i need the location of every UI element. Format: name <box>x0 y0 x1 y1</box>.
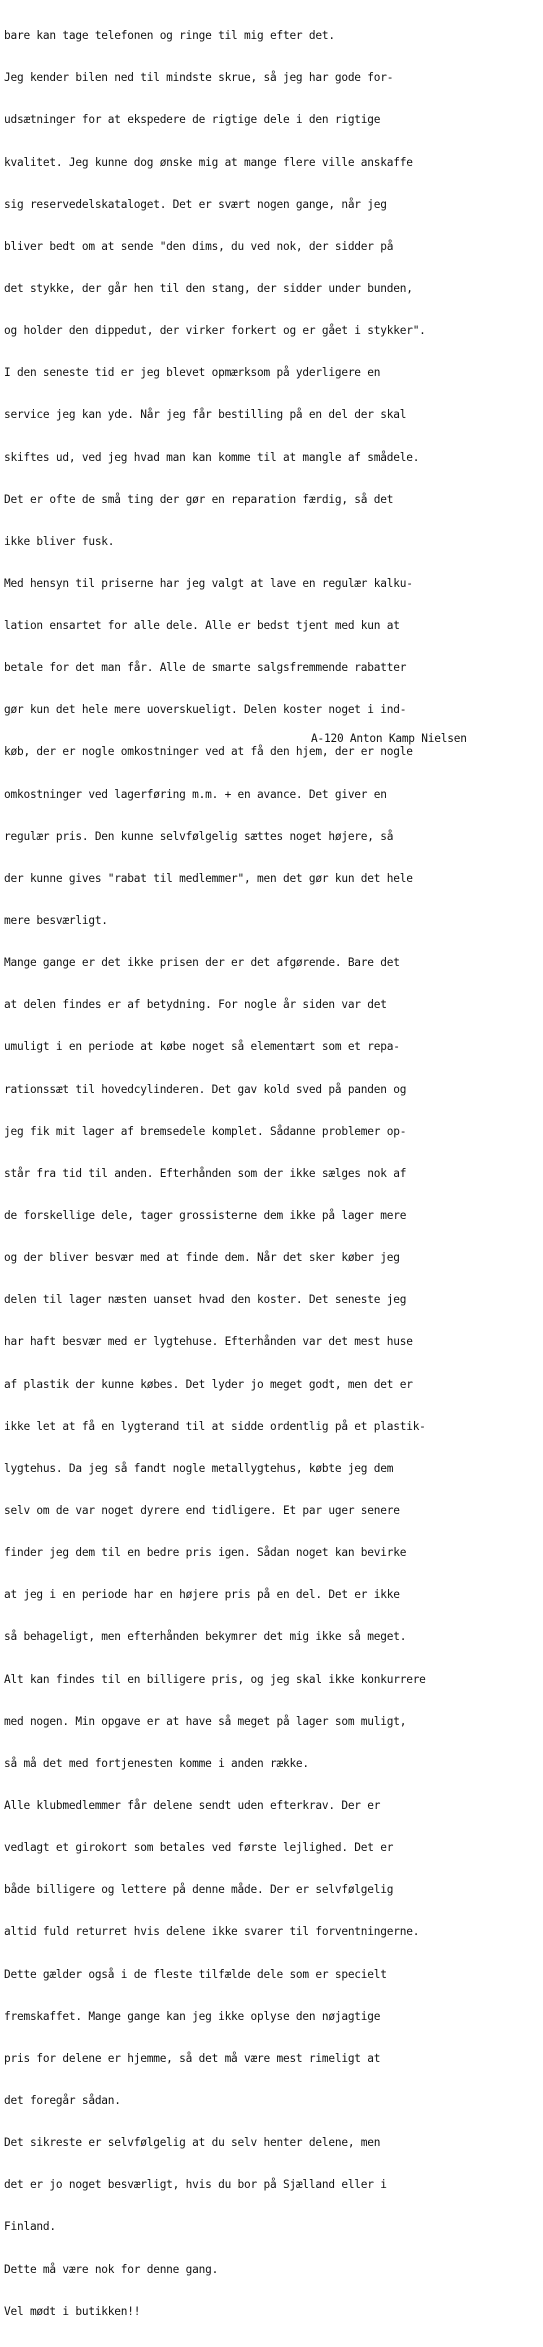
text-line: vedlagt et girokort som betales ved første lejlighed. Det er <box>4 1841 394 1855</box>
text-line: Jeg kender bilen ned til mindste skrue, så jeg har gode for- <box>4 71 394 85</box>
text-line: de forskellige dele, tager grossisterne dem ikke på lager mere <box>4 1209 407 1223</box>
text-line: det stykke, der går hen til den stang, der sidder under bunden, <box>4 281 413 295</box>
text-line: mere besværligt. <box>4 914 108 928</box>
text-line: ikke bliver fusk. <box>4 534 115 548</box>
text-line: lygtehus. Da jeg så fandt nogle metallygtehus, købte jeg dem <box>4 1461 394 1475</box>
text-line: Mange gange er det ikke prisen der er det afgørende. Bare det <box>4 956 400 970</box>
text-line: der kunne gives "rabat til medlemmer", men det gør kun det hele <box>4 871 413 885</box>
text-line: Dette må være nok for denne gang. <box>4 2262 219 2276</box>
text-line: bliver bedt om at sende "den dims, du ved nok, der sidder på <box>4 239 394 253</box>
text-line: Finland. <box>4 2220 56 2234</box>
text-line: gør kun det hele mere uoverskueligt. Delen koster noget i ind- <box>4 703 407 717</box>
text-line: sig reservedelskataloget. Det er svært nogen gange, når jeg <box>4 197 387 211</box>
text-line: omkostninger ved lagerføring m.m. + en avance. Det giver en <box>4 787 387 801</box>
text-line: rationssæt til hovedcylinderen. Det gav kold sved på panden og <box>4 1082 407 1096</box>
text-line: ikke let at få en lygterand til at sidde ordentlig på et plastik- <box>4 1419 426 1433</box>
text-line: køb, der er nogle omkostninger ved at få den hjem, der er nogle <box>4 745 413 759</box>
text-line: fremskaffet. Mange gange kan jeg ikke oplyse den nøjagtige <box>4 2009 381 2023</box>
text-line: og holder den dippedut, der virker forkert og er gået i stykker". <box>4 324 426 338</box>
text-line: service jeg kan yde. Når jeg får bestilling på en del der skal <box>4 408 407 422</box>
text-line: Med hensyn til priserne har jeg valgt at lave en regulær kalku- <box>4 576 413 590</box>
text-line: jeg fik mit lager af bremsedele komplet. Sådanne problemer op- <box>4 1124 407 1138</box>
text-line: så må det med fortjenesten komme i anden række. <box>4 1756 309 1770</box>
text-line: at delen findes er af betydning. For nogle år siden var det <box>4 998 387 1012</box>
text-line: med nogen. Min opgave er at have så meget på lager som muligt, <box>4 1714 407 1728</box>
text-line: altid fuld returret hvis delene ikke svarer til forventningerne. <box>4 1925 420 1939</box>
text-line: pris for delene er hjemme, så det må være mest rimeligt at <box>4 2051 381 2065</box>
signature-line: A-120 Anton Kamp Nielsen <box>311 732 467 745</box>
text-line: står fra tid til anden. Efterhånden som der ikke sælges nok af <box>4 1166 407 1180</box>
text-line: kvalitet. Jeg kunne dog ønske mig at mange flere ville anskaffe <box>4 155 413 169</box>
text-line: Det sikreste er selvfølgelig at du selv henter delene, men <box>4 2136 381 2150</box>
text-line: betale for det man får. Alle de smarte salgsfremmende rabatter <box>4 661 407 675</box>
text-line: både billigere og lettere på denne måde. Der er selvfølgelig <box>4 1883 394 1897</box>
letter-body <box>4 1 540 2347</box>
text-line: regulær pris. Den kunne selvfølgelig sættes noget højere, så <box>4 829 394 843</box>
text-line: umuligt i en periode at købe noget så elementært som et repa- <box>4 1040 400 1054</box>
text-line: Alle klubmedlemmer får delene sendt uden efterkrav. Der er <box>4 1799 381 1812</box>
text-line: har haft besvær med er lygtehuse. Efterhånden var det mest huse <box>4 1335 413 1349</box>
text-line: af plastik der kunne købes. Det lyder jo meget godt, men det er <box>4 1377 413 1391</box>
text-line: at jeg i en periode har en højere pris på en del. Det er ikke <box>4 1588 400 1602</box>
text-line: lation ensartet for alle dele. Alle er bedst tjent med kun at <box>4 619 400 633</box>
text-line: så behageligt, men efterhånden bekymrer det mig ikke så meget. <box>4 1630 407 1644</box>
text-line: bare kan tage telefonen og ringe til mig efter det. <box>4 29 335 43</box>
text-line: det er jo noget besværligt, hvis du bor på Sjælland eller i <box>4 2178 387 2192</box>
text-line: udsætninger for at ekspedere de rigtige dele i den rigtige <box>4 113 381 127</box>
text-line: I den seneste tid er jeg blevet opmærksom på yderligere en <box>4 366 381 380</box>
text-line: Alt kan findes til en billigere pris, og jeg skal ikke konkurrere <box>4 1672 426 1686</box>
text-line: skiftes ud, ved jeg hvad man kan komme til at mangle af smådele. <box>4 450 420 464</box>
text-line: Dette gælder også i de fleste tilfælde dele som er specielt <box>4 1967 387 1981</box>
text-line: delen til lager næsten uanset hvad den koster. Det seneste jeg <box>4 1293 407 1307</box>
text-line: Vel mødt i butikken!! <box>4 2304 141 2318</box>
text-line: finder jeg dem til en bedre pris igen. Sådan noget kan bevirke <box>4 1546 407 1560</box>
text-line: det foregår sådan. <box>4 2093 121 2107</box>
text-line: Det er ofte de små ting der gør en reparation færdig, så det <box>4 492 394 506</box>
text-line: selv om de var noget dyrere end tidligere. Et par uger senere <box>4 1504 400 1518</box>
text-line: og der bliver besvær med at finde dem. Når det sker køber jeg <box>4 1251 400 1265</box>
